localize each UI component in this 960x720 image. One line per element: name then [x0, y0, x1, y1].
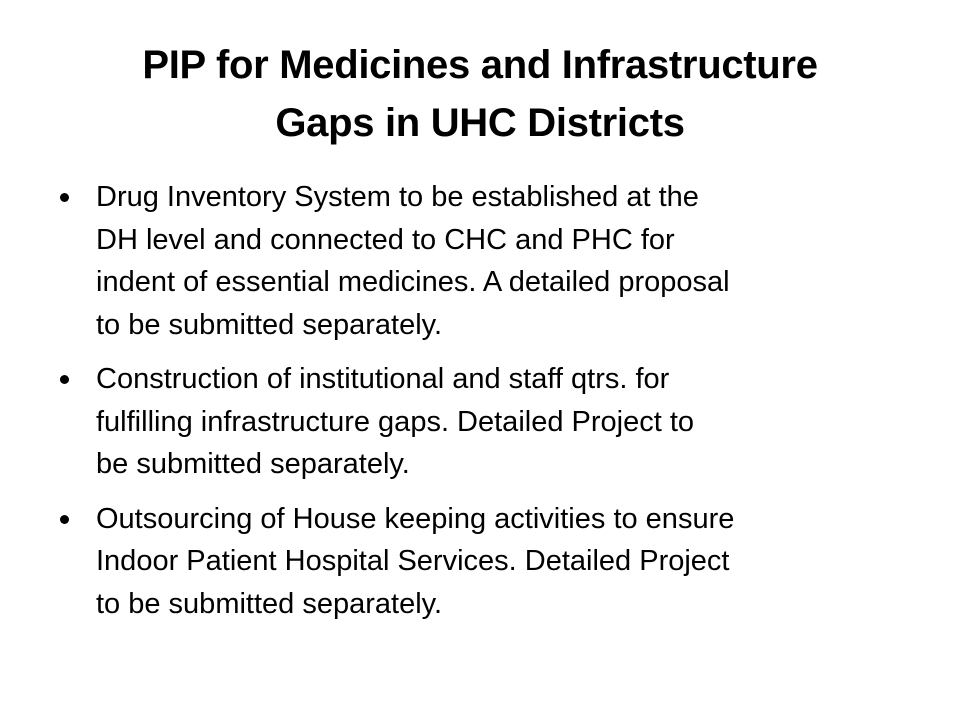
bullet-item-drug-inventory — [58, 176, 918, 346]
bullet-line: Construction of institutional and staff qtrs. for — [96, 363, 670, 395]
slide-title — [40, 36, 920, 152]
bullet-line: Indoor Patient Hospital Services. Detailed Project — [96, 545, 730, 577]
bullet-item-outsourcing — [58, 498, 918, 626]
bullet-line: indent of essential medicines. A detailed proposal — [96, 266, 730, 298]
bullet-line: DH level and connected to CHC and PHC for — [96, 223, 675, 256]
slide-title-line: PIP for Medicines and Infrastructure — [142, 43, 818, 87]
bullet-line: to be submitted separately. — [96, 308, 443, 341]
slide-title-line: Gaps in UHC Districts — [275, 101, 685, 145]
bullet-line: Drug Inventory System to be established at the — [96, 181, 699, 213]
bullet-line: Outsourcing of House keeping activities to ensure — [96, 502, 735, 535]
bullet-line: fulfilling infrastructure gaps. Detailed Project to — [96, 405, 695, 438]
bullet-line: be submitted separately. — [96, 448, 410, 480]
bullet-list — [58, 176, 918, 637]
bullet-dot-icon — [60, 193, 69, 202]
bullet-line: to be submitted separately. — [96, 587, 443, 620]
bullet-dot-icon — [60, 515, 69, 524]
bullet-dot-icon — [60, 375, 69, 384]
bullet-item-construction — [58, 358, 918, 486]
